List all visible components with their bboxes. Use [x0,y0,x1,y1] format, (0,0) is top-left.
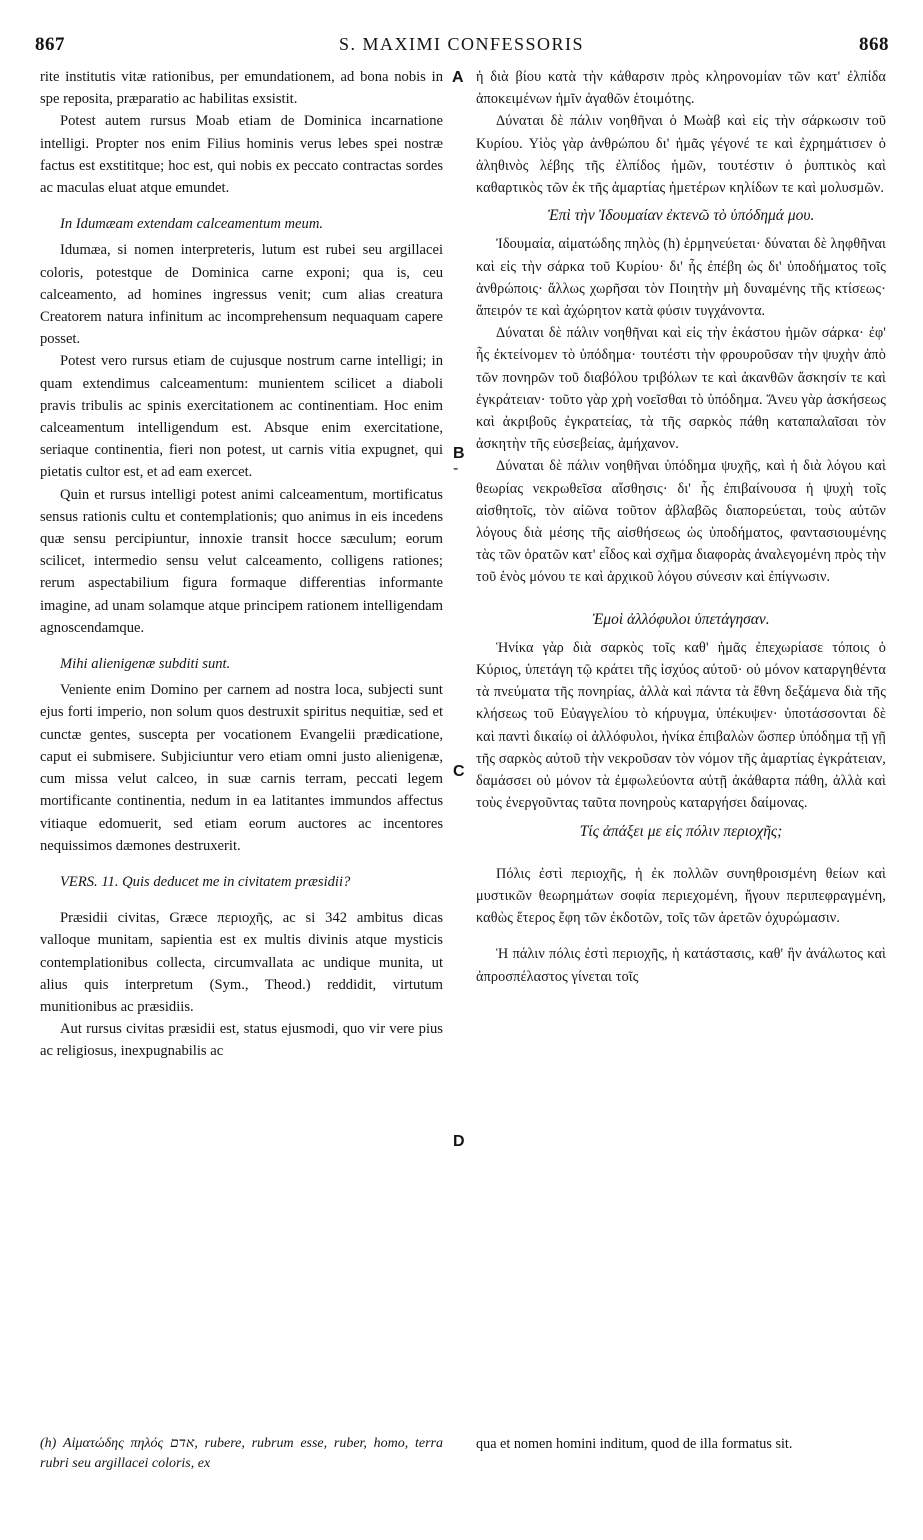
greek-heading: Ἐμοὶ ἀλλόφυλοι ὑπετάγησαν. [592,610,770,628]
spacer [476,849,886,863]
footnote-left: (h) Αἱματώδης πηλός אדם, rubere, rubrum esse, ruber, homo, terra rubri seu argillacei coloris, ex [40,1436,443,1471]
latin-paragraph: Quin et rursus intelligi potest animi calceamentum, mortificatus sensus rationis cultu et contemplationis; quo animus in eis incedens quæ sensu percipiuntur, innoxie transit hocce sæculum; eorum scilicet, intermedio sensu velut calceamento, colligens rationes; rerum aspectabilium figura formaque differentias informante imagine, ad unam solamque atque principem rationem intelligendam agnoscendamque. [40,486,443,636]
spacer [476,589,886,603]
latin-column [40,66,443,1063]
margin-marker-dash: - [453,460,459,477]
margin-marker-a: A [452,69,464,86]
page-number-right: 868 [859,34,889,55]
greek-paragraph: Ἡ πάλιν πόλις ἐστὶ περιοχῆς, ἡ κατάστασις, καθ' ἣν ἀνάλωτος καὶ ἀπροσπέλαστος γίνεται τοῖς [476,946,886,985]
latin-heading: Mihi alienigenæ subditi sunt. [60,656,231,673]
latin-paragraph: rite institutis vitæ rationibus, per emundationem, ad bona nobis in spe reposita, præparatio ac habilitas exsistit. [40,69,443,108]
spacer [476,929,886,943]
greek-heading: Τίς ἀπάξει με εἰς πόλιν περιοχῆς; [579,822,783,840]
page-header [30,34,893,60]
margin-marker-d: D [453,1133,465,1150]
latin-heading: In Idumæam extendam calceamentum meum. [60,216,324,233]
greek-paragraph: Ἰδουμαία, αἱματώδης πηλὸς (h) ἑρμηνεύεται· δύναται δὲ ληφθῆναι καὶ εἰς τὴν σάρκα τοῦ Κυρίου· δι' ἧς ἐπέβη ὡς δι' ὑποδήματος τοῖς ἀνθρώποις· ἄλλως χωρῆσαι τὸν Ποιητὴν μὴ δυναμένης τῆς κτίσεως· ἄπειρόν τε καὶ ἀχώρητον κατὰ φύσιν τυγχάνοντα. [476,236,886,320]
greek-heading: Ἐπὶ τὴν Ἰδουμαίαν ἐκτενῶ τὸ ὑπόδημά μου. [547,207,815,225]
greek-paragraph: Δύναται δὲ πάλιν νοηθῆναι ὑπόδημα ψυχῆς, καὶ ἡ διὰ λόγου καὶ θεωρίας νεκρωθεῖσα αἴσθησις· δι' ἧς ἐπιβαίνουσα ἡ ψυχὴ τοῖς αἰσθητοῖς, τὸν αἰῶνα τοῦτον ἀβλαβῶς διαπορεύεται, τοὺς αὐτῶν λόγους διὰ μέσης τῆς αἰσθήσεως ὡς ὑποδήματος, φαντασιουμένης τὰς τῶν ὁρατῶν κατ' εἶδος καὶ σχῆμα διαφορὰς ἀναλεγομένη πρὸς τὴν τοῦ ἑνὸς μόνου τε καὶ ἀρχικοῦ λόγου σύνεσιν καὶ ἐπίγνωσιν. [476,458,886,586]
latin-paragraph: Aut rursus civitas præsidii est, status ejusmodi, quo vir vere pius ac religiosus, inexpugnabilis ac [40,1021,443,1060]
page-number-left: 867 [35,34,65,55]
latin-paragraph: Potest vero rursus etiam de cujusque nostrum carne intelligi; in quam extendimus calceamentum: munientem scilicet a diaboli pravis tribulis ac spinis exercitationem ac continentiam. Hoc enim calceamentum intelligendum est. Absque enim exercitatione, seriaque continentia, fieri non potest, ut carnis vitia expugnet, qui pietatis cultor est, et ad eam exercet. [40,353,443,481]
verse-heading: VERS. 11. Quis deducet me in civitatem præsidii? [60,873,351,890]
greek-paragraph: Ἡνίκα γὰρ διὰ σαρκὸς τοῖς καθ' ἡμᾶς ἐπεχωρίασε τόποις ὁ Κύριος, ὑπετάγη τῷ κράτει τῆς ἰσχύος αὐτοῦ· οὐ μόνον καταργηθέντα τὰ πνεύματα τῆς πονηρίας, ἀλλὰ καὶ πάντα τὰ ἔθνη δεξάμενα διὰ τῆς κλήσεως τοῦ Εὐαγγελίου τὸ κήρυγμα, ὑπέκυψεν· ὑποτάσσονται δὲ καὶ παντὶ δικαίῳ οἱ ἀλλόφυλοι, ἡνίκα ἐπιβαλὼν ὥσπερ ὑπόδημα τῇ γῇ τῆς σαρκὸς αὐτοῦ τὴν νεκροῦσαν τὸν νόμον τῆς ἁμαρτίας ἐγκράτειαν, δαμάσσει οὐ μόνον τὰ ἐμφωλεύοντα αὐτῇ ἀκάθαρτα πάθη, ἀλλὰ καὶ τοὺς ἐνεργοῦντας ταῦτα πονηροὺς καταργήσει δαίμονας. [476,639,886,812]
latin-paragraph: Veniente enim Domino per carnem ad nostra loca, subjecti sunt ejus forti imperio, non solum quos destruxit spiritus nequitiæ, sed et cunctæ gentes, suscepta per vocationem Evangelii prædicatione, caput ei submisere. Subjiciuntur vero etiam omni justo alienigenæ, cum missa velut calceo, in suæ carnis terram, peccati legem mortificante continentia, nedum in ea latitantes immundos affectus vitiaque edomuerit, sed etiam eorum auctores ac incentores nequissimos dæmones destruxerit. [40,682,443,854]
greek-paragraph: Δύναται δὲ πάλιν νοηθῆναι ὁ Μωὰβ καὶ εἰς τὴν σάρκωσιν τοῦ Κυρίου. Υἱὸς γὰρ ἀνθρώπου δι' ἡμᾶς γέγονέ τε καὶ ἐχρημάτισεν ὁ ἀληθινὸς λέβης τῆς ἐλπίδος ἡμῶν, τουτέστιν ὁ ῥυπτικὸς καὶ καθαρτικὸς τῶν ἐκ τῆς ἁμαρτίας ἡμετέρων κηλίδων τε καὶ μολυσμῶν. [476,113,886,197]
footnote-right: qua et nomen homini inditum, quod de illa formatus sit. [476,1436,793,1452]
latin-paragraph: Idumæa, si nomen interpreteris, lutum est rubei seu argillacei coloris, potestque de Dominica carne exponi; qua is, ceu calceamento, ad homines ingressus venit; cum alias creatura Creatorem natura infinitum ac incomprehensum nequaquam capere posset. [40,242,443,348]
greek-paragraph: Δύναται δὲ πάλιν νοηθῆναι καὶ εἰς τὴν ἑκάστου ἡμῶν σάρκα· ἐφ' ἧς ἐκτείνομεν τὸ ὑπόδημα· τουτέστι τὴν φρουροῦσαν τὴν ψυχὴν ἀπὸ τῶν πονηρῶν τοῦ διαβόλου τριβόλων τε καὶ ἀκανθῶν ἄσκησίν τε καὶ ἐγκράτειαν· τοῦτο γὰρ χρὴ νοεῖσθαι τὸ ὑπόδημα. Ἄνευ γὰρ ἀσκήσεως καὶ ἀκριβοῦς ἐγκρατείας, τὰ τῆς σαρκὸς πάθη καταπαλαῖσαι τὸν ἀσκητὴν τῆς εὐσεβείας, ἀμήχανον. [476,325,886,453]
greek-paragraph: Πόλις ἐστὶ περιοχῆς, ἡ ἐκ πολλῶν συνηθροισμένη θείων καὶ μυστικῶν θεωρημάτων σοφία περιεχομένη, ἤγουν περιπεφραγμένη, καθὼς ἕτερος ἔφη τῶν ἐκδοτῶν, τοῖς τῶν ἀρετῶν ὀχυρώμασιν. [476,865,886,927]
margin-marker-b: B [453,445,465,462]
running-title: S. MAXIMI CONFESSORIS [338,34,585,54]
greek-column [476,66,886,988]
margin-marker-c: C [453,763,465,780]
greek-paragraph: ἡ διὰ βίου κατὰ τὴν κάθαρσιν πρὸς κληρονομίαν τῶν κατ' ἐλπίδα ἀποκειμένων ἡμῖν ἀγαθῶν ἑτοιμότης. [476,69,886,108]
latin-paragraph: Potest autem rursus Moab etiam de Dominica incarnatione intelligi. Propter nos enim Filius hominis verus lebes spei nostræ factus est exstititque; hoc est, qui nobis ex peccato contractas sordes ac maculas eluat atque emundet. [40,113,443,197]
latin-paragraph: Præsidii civitas, Græce περιοχῆς, ac si 342 ambitus dicas valloque munitam, sapientia est ex multis divinis atque mysticis contemplationibus collecta, circumvallata ac undique munita, ut alius quis interpretum (Sym., Theod.) reddidit, virtutum munitionibus ac præsidiis. [40,910,443,1015]
